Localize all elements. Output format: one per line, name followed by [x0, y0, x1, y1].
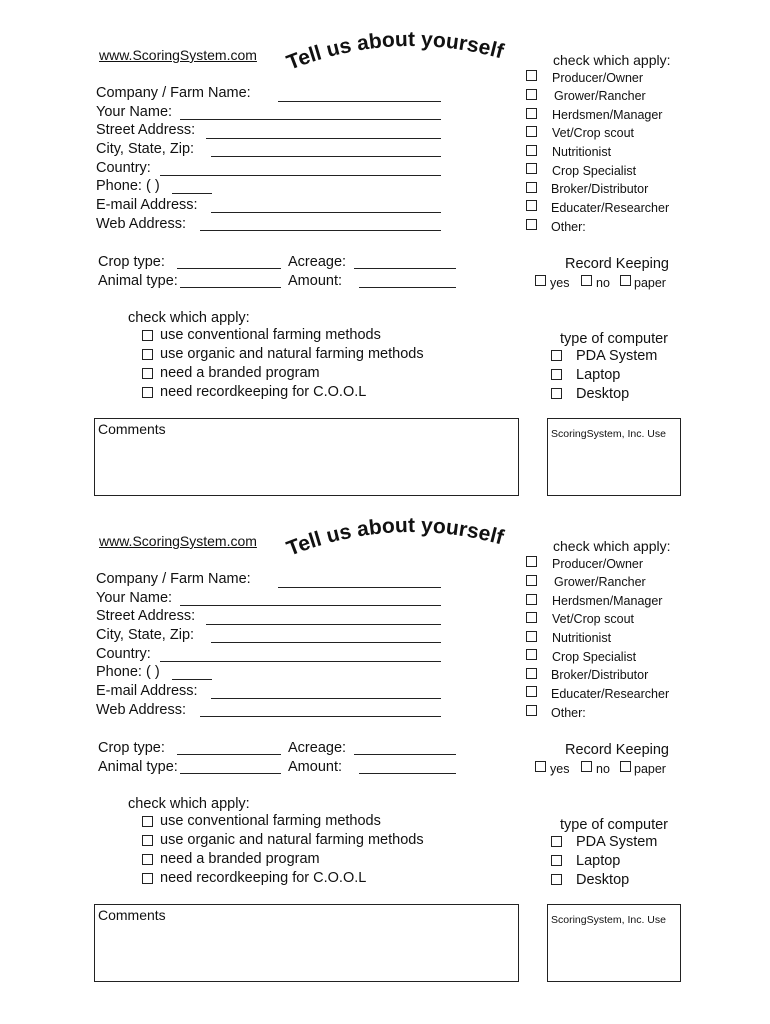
country-label: Country: [96, 160, 151, 176]
role-checkbox[interactable] [526, 89, 537, 100]
method-checkbox[interactable] [142, 387, 153, 398]
company-name-label: Company / Farm Name: [96, 571, 251, 587]
role-checkbox[interactable] [526, 575, 537, 586]
your-name-label: Your Name: [96, 104, 173, 120]
role-label: Educater/Researcher [551, 687, 670, 701]
roles-heading: check which apply: [553, 52, 671, 68]
method-checkbox[interactable] [142, 816, 153, 827]
role-label: Educater/Researcher [551, 201, 670, 215]
role-label: Broker/Distributor [551, 182, 649, 196]
role-label: Producer/Owner [552, 557, 644, 571]
record-keeping-paper-label: paper [634, 762, 666, 776]
phone-label: Phone: ( ) [96, 178, 160, 194]
role-checkbox[interactable] [526, 163, 537, 174]
record-keeping-yes-checkbox[interactable] [535, 761, 546, 772]
country-field[interactable] [160, 661, 441, 662]
computer-heading: type of computer [560, 817, 668, 833]
animal-type-field[interactable] [180, 287, 281, 288]
website-link[interactable]: www.ScoringSystem.com [99, 533, 257, 549]
internal-use-label: ScoringSystem, Inc. Use [551, 914, 666, 926]
role-label: Nutritionist [552, 631, 612, 645]
svg-text:Tell us about yourself: Tell us about yourself [283, 513, 507, 561]
animal-type-label: Animal type: [98, 759, 178, 775]
method-label: use organic and natural farming methods [160, 832, 424, 848]
your-name-field[interactable] [180, 119, 441, 120]
website-link[interactable]: www.ScoringSystem.com [99, 47, 257, 63]
role-label: Grower/Rancher [554, 89, 646, 103]
method-checkbox[interactable] [142, 330, 153, 341]
internal-use-label: ScoringSystem, Inc. Use [551, 428, 666, 440]
comments-label: Comments [98, 421, 166, 437]
acreage-field[interactable] [354, 268, 456, 269]
role-label: Crop Specialist [552, 650, 637, 664]
animal-type-field[interactable] [180, 773, 281, 774]
internal-use-box [547, 904, 681, 982]
amount-label: Amount: [288, 273, 342, 289]
city-state-zip-field[interactable] [211, 642, 441, 643]
role-checkbox[interactable] [526, 126, 537, 137]
record-keeping-yes-label: yes [550, 276, 570, 290]
form-title [280, 26, 540, 86]
country-label: Country: [96, 646, 151, 662]
computer-checkbox[interactable] [551, 369, 562, 380]
phone-area-code-field[interactable] [172, 193, 212, 194]
city-state-zip-label: City, State, Zip: [96, 141, 195, 157]
city-state-zip-field[interactable] [211, 156, 441, 157]
role-checkbox[interactable] [526, 556, 537, 567]
role-checkbox[interactable] [526, 219, 537, 230]
role-checkbox[interactable] [526, 200, 537, 211]
role-label: Vet/Crop scout [552, 612, 634, 626]
method-label: need a branded program [160, 365, 320, 381]
role-label: Grower/Rancher [554, 575, 646, 589]
method-checkbox[interactable] [142, 854, 153, 865]
record-keeping-no-label: no [596, 276, 610, 290]
method-checkbox[interactable] [142, 368, 153, 379]
computer-checkbox[interactable] [551, 836, 562, 847]
acreage-label: Acreage: [288, 740, 347, 756]
record-keeping-heading: Record Keeping [565, 742, 669, 758]
methods-heading: check which apply: [128, 796, 250, 812]
record-keeping-yes-checkbox[interactable] [535, 275, 546, 286]
street-address-field[interactable] [206, 624, 441, 625]
record-keeping-paper-checkbox[interactable] [620, 275, 631, 286]
method-checkbox[interactable] [142, 873, 153, 884]
role-checkbox[interactable] [526, 108, 537, 119]
role-label: Other: [551, 220, 586, 234]
role-label: Herdsmen/Manager [552, 594, 663, 608]
company-name-field[interactable] [278, 587, 441, 588]
street-address-label: Street Address: [96, 608, 196, 624]
company-name-field[interactable] [278, 101, 441, 102]
computer-label: PDA System [576, 348, 658, 364]
computer-label: Desktop [576, 386, 630, 402]
role-checkbox[interactable] [526, 612, 537, 623]
role-label: Crop Specialist [552, 164, 637, 178]
computer-label: Desktop [576, 872, 630, 888]
role-label: Broker/Distributor [551, 668, 649, 682]
form-top [0, 0, 770, 486]
method-checkbox[interactable] [142, 835, 153, 846]
crop-type-label: Crop type: [98, 254, 165, 270]
internal-use-box [547, 418, 681, 496]
record-keeping-yes-label: yes [550, 762, 570, 776]
computer-checkbox[interactable] [551, 350, 562, 361]
method-checkbox[interactable] [142, 349, 153, 360]
crop-type-field[interactable] [177, 268, 281, 269]
email-label: E-mail Address: [96, 197, 198, 213]
method-label: use conventional farming methods [160, 813, 381, 829]
street-address-label: Street Address: [96, 122, 196, 138]
role-checkbox[interactable] [526, 649, 537, 660]
role-checkbox[interactable] [526, 182, 537, 193]
computer-checkbox[interactable] [551, 874, 562, 885]
role-checkbox[interactable] [526, 631, 537, 642]
record-keeping-heading: Record Keeping [565, 256, 669, 272]
computer-label: Laptop [576, 367, 621, 383]
role-label: Herdsmen/Manager [552, 108, 663, 122]
phone-label: Phone: ( ) [96, 664, 160, 680]
role-checkbox[interactable] [526, 705, 537, 716]
role-checkbox[interactable] [526, 668, 537, 679]
svg-text:Tell us about yourself: Tell us about yourself [283, 27, 507, 75]
method-label: use conventional farming methods [160, 327, 381, 343]
your-name-field[interactable] [180, 605, 441, 606]
form-title [280, 512, 540, 572]
record-keeping-paper-label: paper [634, 276, 666, 290]
crop-type-label: Crop type: [98, 740, 165, 756]
web-address-label: Web Address: [96, 216, 187, 232]
comments-box[interactable] [94, 904, 519, 982]
record-keeping-no-checkbox[interactable] [581, 761, 592, 772]
method-label: need recordkeeping for C.O.O.L [160, 384, 367, 400]
acreage-field[interactable] [354, 754, 456, 755]
city-state-zip-label: City, State, Zip: [96, 627, 195, 643]
amount-label: Amount: [288, 759, 342, 775]
email-field[interactable] [211, 698, 441, 699]
email-label: E-mail Address: [96, 683, 198, 699]
phone-area-code-field[interactable] [172, 679, 212, 680]
role-checkbox[interactable] [526, 145, 537, 156]
computer-label: PDA System [576, 834, 658, 850]
computer-checkbox[interactable] [551, 855, 562, 866]
country-field[interactable] [160, 175, 441, 176]
role-label: Other: [551, 706, 586, 720]
web-address-label: Web Address: [96, 702, 187, 718]
your-name-label: Your Name: [96, 590, 173, 606]
amount-field[interactable] [359, 287, 456, 288]
email-field[interactable] [211, 212, 441, 213]
method-label: need recordkeeping for C.O.O.L [160, 870, 367, 886]
computer-heading: type of computer [560, 331, 668, 347]
role-label: Nutritionist [552, 145, 612, 159]
method-label: use organic and natural farming methods [160, 346, 424, 362]
methods-heading: check which apply: [128, 310, 250, 326]
company-name-label: Company / Farm Name: [96, 85, 251, 101]
computer-checkbox[interactable] [551, 388, 562, 399]
form-bottom [0, 486, 770, 972]
record-keeping-no-label: no [596, 762, 610, 776]
acreage-label: Acreage: [288, 254, 347, 270]
method-label: need a branded program [160, 851, 320, 867]
role-checkbox[interactable] [526, 70, 537, 81]
role-checkbox[interactable] [526, 594, 537, 605]
animal-type-label: Animal type: [98, 273, 178, 289]
comments-label: Comments [98, 907, 166, 923]
comments-box[interactable] [94, 418, 519, 496]
computer-label: Laptop [576, 853, 621, 869]
role-label: Producer/Owner [552, 71, 644, 85]
role-checkbox[interactable] [526, 686, 537, 697]
role-label: Vet/Crop scout [552, 126, 634, 140]
street-address-field[interactable] [206, 138, 441, 139]
web-address-field[interactable] [200, 230, 441, 231]
web-address-field[interactable] [200, 716, 441, 717]
record-keeping-no-checkbox[interactable] [581, 275, 592, 286]
crop-type-field[interactable] [177, 754, 281, 755]
roles-heading: check which apply: [553, 538, 671, 554]
amount-field[interactable] [359, 773, 456, 774]
record-keeping-paper-checkbox[interactable] [620, 761, 631, 772]
